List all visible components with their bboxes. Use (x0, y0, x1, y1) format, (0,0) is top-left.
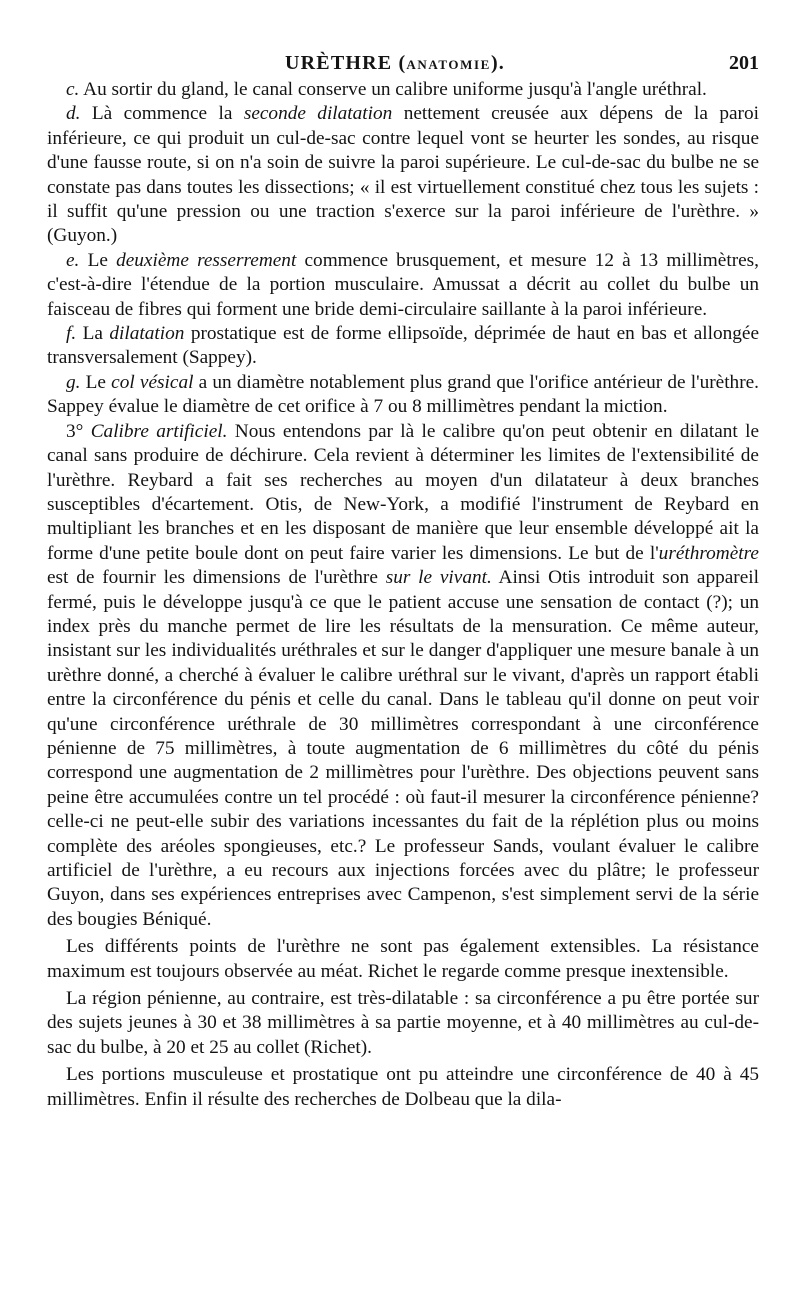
section-number: 3° (66, 420, 91, 442)
paragraph-d: d. Là commence la seconde dilatation nettement creusée aux dépens de la paroi inférieure, ce qui produit un cul-de-sac contre lequel vont se heurter les sondes, au risque d'une fausse route, si on n'a soin de suivre la paroi supérieure. Le cul-de-sac du bulbe ne se constate pas dans toutes les dissections; « il est virtuellement constitué chez tous les sujets : il suffit qu'une pression ou une traction s'exerce sur la paroi inférieure de l'urèthre. » (Guyon.) (47, 103, 759, 247)
paragraph-g: g. Le col vésical a un diamètre notablement plus grand que l'orifice antérieur de l'urèthre. Sappey évalue le diamètre de cet orifice à 7 ou 8 millimètres pendant la miction. (47, 371, 759, 418)
running-title: URÈTHRE (ANATOMIE). (285, 52, 505, 74)
running-title-section: ANATOMIE (406, 57, 491, 72)
paragraph-penienne: La région pénienne, au contraire, est très-dilatable : sa circonférence a pu être portée sur des sujets jeunes à 30 et 38 millimètres à sa partie moyenne, et à 40 millimètres au cul-de-sac du bulbe, à 20 et 25 au collet (Richet). (47, 988, 759, 1058)
paragraph-e: e. Le deuxième resserrement commence brusquement, et mesure 12 à 13 millimètres, c'est-à-dire l'étendue de la portion musculaire. Amussat a décrit au collet du bulbe un faisceau de fibres qui forment une bride demi-circulaire saillante à la paroi inférieure. (47, 249, 760, 320)
page-number: 201 (729, 52, 759, 74)
italic-term: uréthromètre (658, 542, 759, 564)
italic-term: seconde dilatation (243, 103, 393, 125)
paragraph-portions: Les portions musculeuse et prostatique ont pu atteindre une circonférence de 40 à 45 millimètres. Enfin il résulte des recherches de Dolbeau que la dila- (47, 1064, 759, 1110)
item-letter: g. (66, 371, 81, 393)
paragraph-f: f. La dilatation prostatique est de forme ellipsoïde, déprimée de haut en bas et allongée transversalement (Sappey). (47, 323, 759, 369)
page-header (47, 44, 759, 78)
item-letter: c. (66, 79, 80, 100)
body-text (47, 78, 759, 1112)
paragraph-extensibles: Les différents points de l'urèthre ne sont pas également extensibles. La résistance maximum est toujours observée au méat. Richet le regarde comme presque inextensible. (47, 936, 759, 982)
running-title-main: URÈTHRE (285, 52, 393, 74)
italic-term: col vésical (111, 371, 194, 393)
paragraph-calibre-artificiel: 3° Calibre artificiel. Nous entendons par là le calibre qu'on peut obtenir en dilatant le canal sans produire de déchirure. Cela revient à déterminer les limites de l'extensibilité de l'urèthre. Reybard a fait ses recherches au moyen d'un dilatateur à deux branches susceptibles d'écartement. Otis, de New-York, a modifié l'instrument de Reybard en multipliant les branches et en les disposant de manière que leur ensemble développé ait la forme d'une petite boule dont on peut faire varier les dimensions. Le but de l'uréthromètre est de fournir les dimensions de l'urèthre sur le vivant. Ainsi Otis introduit son appareil fermé, puis le développe jusqu'à ce que le patient accuse une sensation de contact (?); un index près du manche permet de lire les résultats de la mensuration. Ce même auteur, insistant sur les individualités uréthrales et sur le danger d'appliquer une mesure banale à un urèthre donné, a cherché à évaluer le calibre uréthral sur le vivant, d'après un rapport établi entre la circonférence du pénis et celle du canal. Dans le tableau qu'il donne on peut voir qu'une circonférence uréthrale de 30 millimètres correspondant à une circonférence pénienne de 75 millimètres, à toute augmentation de 6 millimètres du côté du pénis correspond une augmentation de 2 millimètres pour l'urèthre. Des objections peuvent sans peine être accumulées contre un tel procédé : où faut-il mesurer la circonférence pénienne? celle-ci ne peut-elle subir des variations incessantes du fait de la réplétion plus ou moins complète des aréoles spongieuses, etc.? Le professeur Sands, voulant évaluer le calibre artificiel de l'urèthre, a eu recours aux injections forcées avec du plâtre; le professeur Guyon, dans ses expériences entreprises avec Campenon, s'est simplement servi de la série des bougies Béniqué. (47, 420, 760, 930)
item-letter: e. (66, 249, 80, 271)
section-title: Calibre artificiel. (90, 420, 228, 442)
italic-term: dilatation (109, 323, 185, 345)
paragraph-c: c. Au sortir du gland, le canal conserve un calibre uniforme jusqu'à l'angle uréthral. (66, 79, 707, 100)
book-page (47, 44, 759, 1112)
item-letter: d. (66, 103, 81, 125)
item-letter: f. (66, 323, 77, 345)
italic-term: sur le vivant. (385, 567, 492, 589)
italic-term: deuxième resserrement (116, 249, 297, 271)
